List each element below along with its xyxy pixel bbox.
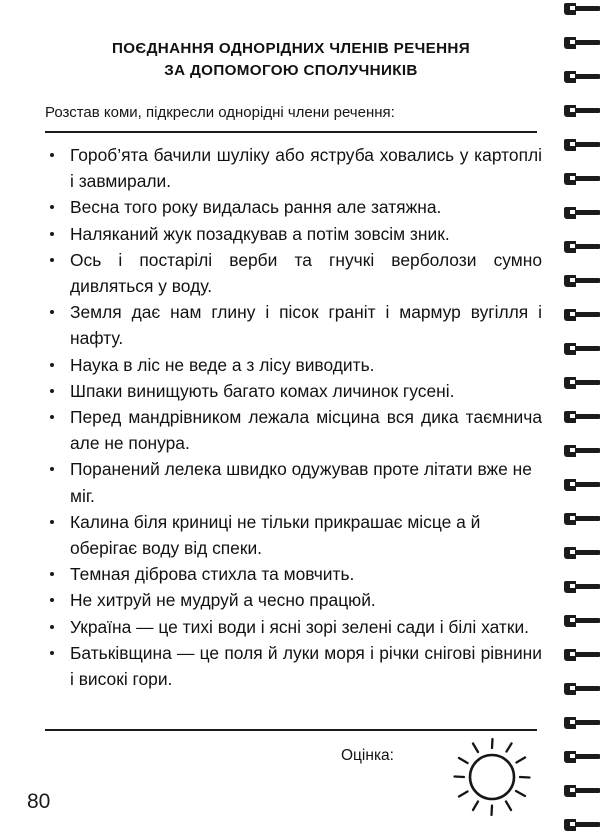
list-item[interactable]	[45, 221, 542, 247]
list-item-text: Весна того року видалась рання але затяжна.	[70, 197, 442, 218]
binding-ring	[562, 138, 600, 153]
binding-ring	[562, 716, 600, 731]
list-item[interactable]	[45, 456, 542, 508]
binding-ring	[562, 172, 600, 187]
binding-ring	[562, 546, 600, 561]
list-item[interactable]	[45, 509, 542, 561]
binding-ring	[562, 818, 600, 833]
binding-ring	[562, 240, 600, 255]
binding-ring	[562, 104, 600, 119]
bullet-icon	[50, 625, 54, 629]
grade-label: Оцінка:	[341, 747, 394, 764]
list-item[interactable]	[45, 378, 542, 404]
spiral-binding	[554, 0, 600, 839]
bullet-icon	[50, 232, 54, 236]
list-item-text: Наляканий жук позадкував а потім зовсім зник.	[70, 223, 450, 244]
bullet-icon	[50, 651, 54, 655]
bullet-icon	[50, 310, 54, 314]
list-item[interactable]	[45, 142, 542, 194]
list-item-text: Гороб’ята бачили шуліку або яструба ховались у картоплі і завмирали.	[70, 145, 542, 192]
list-item-text: Шпаки винищують багато комах личинок гусені.	[70, 380, 455, 401]
list-item[interactable]	[45, 194, 542, 220]
binding-ring	[562, 70, 600, 85]
bullet-icon	[50, 467, 54, 471]
list-item[interactable]	[45, 404, 542, 456]
binding-ring	[562, 274, 600, 289]
binding-ring	[562, 478, 600, 493]
bullet-icon	[50, 205, 54, 209]
list-item[interactable]	[45, 352, 542, 378]
binding-ring	[562, 648, 600, 663]
list-item[interactable]	[45, 561, 542, 587]
bullet-icon	[50, 258, 54, 262]
list-item-text: Не хитруй не мудруй а чесно працюй.	[70, 590, 376, 611]
bullet-icon	[50, 572, 54, 576]
page-title	[45, 38, 537, 82]
list-item[interactable]	[45, 587, 542, 613]
binding-ring	[562, 342, 600, 357]
list-item[interactable]	[45, 299, 542, 351]
binding-ring	[562, 410, 600, 425]
binding-ring	[562, 750, 600, 765]
list-item-text: Поранений лелека швидко одужував проте літати вже не міг.	[70, 459, 532, 506]
binding-ring	[562, 614, 600, 629]
bullet-icon	[50, 598, 54, 602]
exercise-instruction: Розстав коми, підкресли однорідні члени речення:	[45, 104, 395, 121]
bullet-icon	[50, 153, 54, 157]
bullet-icon	[50, 415, 54, 419]
binding-ring	[562, 308, 600, 323]
binding-ring	[562, 206, 600, 221]
list-item-text: Земля дає нам глину і пісок граніт і мармур вугілля і нафту.	[70, 302, 542, 349]
divider-top	[45, 131, 537, 133]
page-title-line-2: ЗА ДОПОМОГОЮ СПОЛУЧНИКІВ	[164, 62, 418, 79]
binding-ring	[562, 2, 600, 17]
binding-ring	[562, 682, 600, 697]
bullet-icon	[50, 363, 54, 367]
list-item-text: Темная діброва стихла та мовчить.	[70, 564, 355, 585]
bullet-icon	[50, 520, 54, 524]
list-item-text: Наука в ліс не веде а з лісу виводить.	[70, 354, 375, 375]
list-item[interactable]	[45, 640, 542, 692]
list-item[interactable]	[45, 614, 542, 640]
sun-icon	[448, 733, 540, 825]
list-item-text: Україна — це тихі води і ясні зорі зелені сади і білі хатки.	[70, 616, 529, 637]
binding-ring	[562, 784, 600, 799]
list-item[interactable]	[45, 247, 542, 299]
binding-ring	[562, 444, 600, 459]
binding-ring	[562, 376, 600, 391]
binding-ring	[562, 512, 600, 527]
page-number: 80	[27, 790, 51, 813]
binding-ring	[562, 580, 600, 595]
page-title-line-1: ПОЄДНАННЯ ОДНОРІДНИХ ЧЛЕНІВ РЕЧЕННЯ	[112, 40, 470, 57]
list-item-text: Перед мандрівником лежала місцина вся дика таємнича але не понура.	[70, 407, 542, 454]
list-item-text: Калина біля криниці не тільки прикрашає місце а й оберігає воду від спеки.	[70, 511, 481, 559]
bullet-icon	[50, 389, 54, 393]
binding-ring	[562, 36, 600, 51]
exercise-list	[45, 142, 542, 692]
list-item-text: Ось і постарілі верби та гнучкі верболози сумно дивляться у воду.	[70, 249, 542, 297]
list-item-text: Батьківщина — це поля й луки моря і річки снігові рівнини і високі гори.	[70, 642, 542, 690]
divider-bottom	[45, 729, 537, 731]
